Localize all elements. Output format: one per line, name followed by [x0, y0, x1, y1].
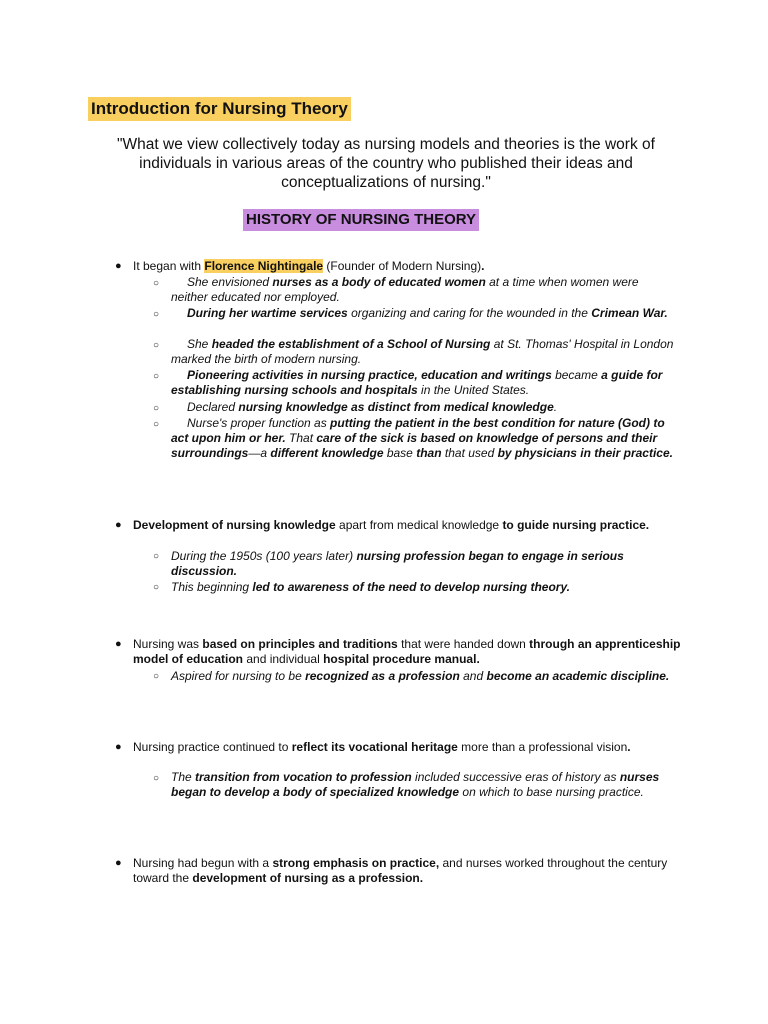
- text: care of the sick is based on knowledge of persons and their surroundings: [171, 431, 658, 460]
- text: Nursing was: [133, 637, 203, 651]
- text: It began with: [133, 259, 205, 273]
- text: became: [551, 368, 602, 382]
- text: different knowledge: [270, 446, 384, 460]
- bullet-vocational: [133, 740, 681, 755]
- text: that used: [441, 446, 498, 460]
- sub-bullet-marker: ○: [153, 551, 160, 562]
- text: that were handed down: [397, 637, 530, 651]
- bullet-emphasis-practice: [133, 856, 681, 886]
- text: and: [459, 669, 487, 683]
- sub-bullet-marker: ○: [153, 278, 160, 289]
- bullet-development: [133, 518, 681, 533]
- sub-item-educated-women: [171, 275, 677, 305]
- text: a guide for establishing nursing schools and hospitals: [171, 368, 663, 397]
- text: more than a professional vision: [457, 740, 628, 754]
- text: During her wartime services: [187, 306, 348, 320]
- text: apart from medical knowledge: [335, 518, 503, 532]
- history-heading: HISTORY OF NURSING THEORY: [243, 209, 479, 231]
- text: strong emphasis on practice,: [272, 856, 440, 870]
- sub-item-awareness: [171, 580, 677, 595]
- text: on which to base nursing practice.: [459, 785, 644, 799]
- text: —a: [248, 446, 271, 460]
- text: organizing and caring for the wounded in the: [347, 306, 592, 320]
- text: development of nursing as a profession.: [192, 871, 424, 885]
- text: She envisioned: [187, 275, 273, 289]
- sub-item-proper-function: [171, 416, 677, 461]
- text: nurses as a body of educated women: [272, 275, 486, 289]
- page-title: Introduction for Nursing Theory: [88, 97, 351, 121]
- text: and individual: [243, 652, 324, 666]
- text: Nursing had begun with a: [133, 856, 273, 870]
- text: headed the establishment of a School of Nursing: [211, 337, 491, 351]
- bullet-marker: ●: [115, 519, 122, 531]
- text: recognized as a profession: [305, 669, 460, 683]
- sub-bullet-marker: ○: [153, 671, 160, 682]
- text: .: [627, 740, 631, 754]
- sub-item-pioneering: [171, 368, 677, 398]
- text: This beginning: [171, 580, 253, 594]
- text: reflect its vocational heritage: [291, 740, 458, 754]
- sub-bullet-marker: ○: [153, 773, 160, 784]
- text: at St. Thomas' Hospital in London marked the birth of modern nursing.: [171, 337, 674, 366]
- text: putting the patient in the best condition for nature (God) to act upon him or her.: [171, 416, 665, 445]
- text: Nurse's proper function as: [187, 416, 331, 430]
- bullet-marker: ●: [115, 857, 122, 869]
- sub-item-aspired: [171, 669, 677, 684]
- sub-bullet-marker: ○: [153, 419, 160, 430]
- sub-item-transition: [171, 770, 677, 800]
- sub-item-wartime: [171, 306, 677, 321]
- sub-item-distinct-knowledge: [171, 400, 677, 415]
- text: (Founder of Modern Nursing): [323, 259, 482, 273]
- bullet-marker: ●: [115, 741, 122, 753]
- sub-item-1950s: [171, 549, 677, 579]
- text: Aspired for nursing to be: [171, 669, 306, 683]
- text: become an academic discipline.: [486, 669, 670, 683]
- bullet-principles: [133, 637, 681, 667]
- text: That: [285, 431, 317, 445]
- bullet-marker: ●: [115, 638, 122, 650]
- intro-quote: "What we view collectively today as nursing models and theories is the work of individuals in various areas of the country who published their ideas and conceptualizations of nursing.": [117, 136, 655, 191]
- text: nursing knowledge as distinct from medical knowledge: [238, 400, 554, 414]
- florence-nightingale-highlight: Florence Nightingale: [204, 259, 324, 273]
- text: .: [553, 400, 558, 414]
- text: Nursing practice continued to: [133, 740, 292, 754]
- text: in the United States.: [417, 383, 530, 397]
- sub-bullet-marker: ○: [153, 582, 160, 593]
- text: nursing profession began to engage in serious discussion.: [171, 549, 624, 578]
- bullet-florence: [133, 259, 681, 274]
- text: at a time when women were neither educated nor employed.: [171, 275, 639, 304]
- text: Development of nursing knowledge: [133, 518, 336, 532]
- text: Crimean War.: [591, 306, 668, 320]
- sub-bullet-marker: ○: [153, 403, 160, 414]
- sub-bullet-marker: ○: [153, 340, 160, 351]
- text: Pioneering activities in nursing practice, education and writings: [187, 368, 552, 382]
- text: led to awareness of the need to develop nursing theory.: [252, 580, 571, 594]
- text: During the 1950s (100 years later): [171, 549, 357, 563]
- text: hospital procedure manual.: [323, 652, 480, 666]
- text: She: [187, 337, 212, 351]
- sub-item-school-of-nursing: [171, 337, 677, 367]
- text: .: [481, 259, 485, 273]
- text: included successive eras of history as: [411, 770, 620, 784]
- text: by physicians in their practice.: [497, 446, 673, 460]
- text: nurses began to develop a body of specialized knowledge: [171, 770, 660, 799]
- text: The: [171, 770, 196, 784]
- sub-bullet-marker: ○: [153, 309, 160, 320]
- text: transition from vocation to profession: [195, 770, 412, 784]
- text: and nurses worked throughout the century toward the: [133, 856, 668, 885]
- text: than: [416, 446, 442, 460]
- sub-bullet-marker: ○: [153, 371, 160, 382]
- text: through an apprenticeship model of education: [133, 637, 681, 666]
- text: Declared: [187, 400, 239, 414]
- text: to guide nursing practice.: [502, 518, 650, 532]
- text: base: [383, 446, 417, 460]
- text: based on principles and traditions: [202, 637, 398, 651]
- bullet-marker: ●: [115, 260, 122, 272]
